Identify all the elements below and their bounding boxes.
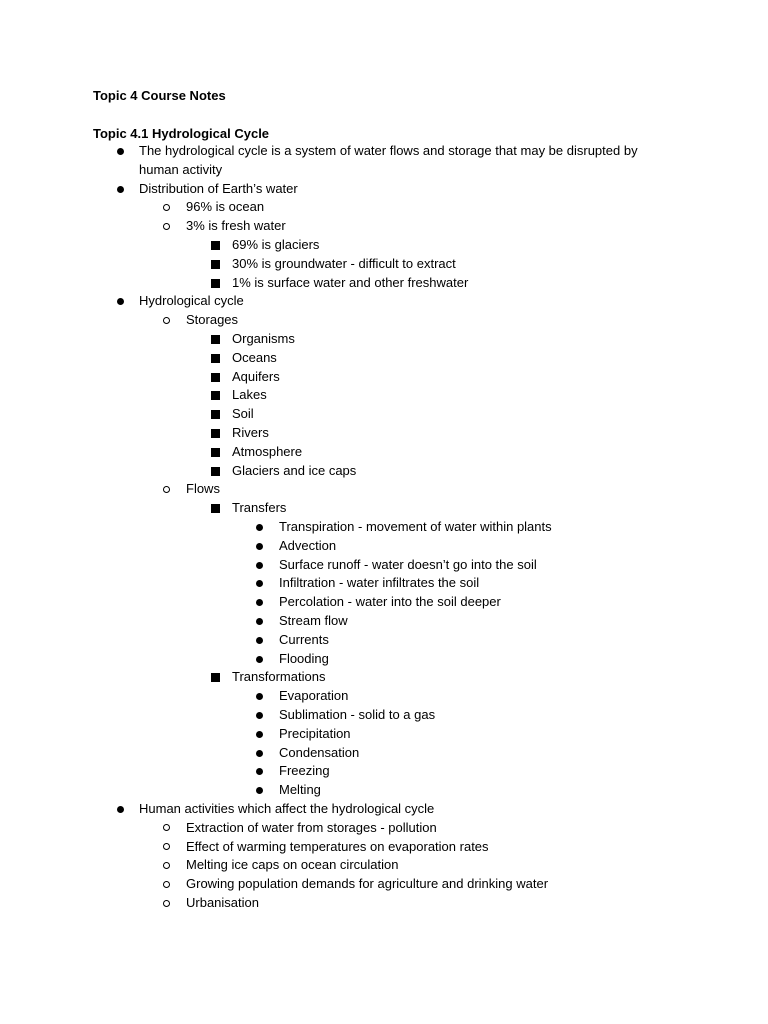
hollow-circle-bullet-icon xyxy=(163,843,170,850)
filled-circle-bullet-icon xyxy=(256,768,263,775)
filled-circle-bullet-icon xyxy=(256,693,263,700)
note-item-level-4: Infiltration - water infiltrates the soil xyxy=(279,575,480,591)
note-item-level-3: 30% is groundwater - difficult to extract xyxy=(232,255,456,271)
note-item-level-2: Urbanisation xyxy=(186,895,259,910)
hollow-circle-bullet-icon xyxy=(163,881,170,888)
hollow-circle-bullet-icon xyxy=(163,862,170,869)
note-item-level-4: Advection xyxy=(279,537,337,553)
filled-circle-bullet-icon xyxy=(117,298,124,305)
note-item-level-3: 69% is glaciers xyxy=(232,237,320,252)
square-bullet-icon xyxy=(211,467,220,476)
note-item-level-2: Growing population demands for agriculture and drinking water xyxy=(186,876,549,892)
hollow-circle-bullet-icon xyxy=(163,486,170,493)
hollow-circle-bullet-icon xyxy=(163,900,170,907)
hollow-circle-bullet-icon xyxy=(163,223,170,230)
filled-circle-bullet-icon xyxy=(256,787,263,794)
note-item-level-4: Transpiration - movement of water within plants xyxy=(279,519,552,534)
filled-circle-bullet-icon xyxy=(256,712,263,719)
note-item-level-3: Aquifers xyxy=(232,368,280,384)
filled-circle-bullet-icon xyxy=(256,656,263,663)
filled-circle-bullet-icon xyxy=(256,562,263,569)
square-bullet-icon xyxy=(211,391,220,400)
square-bullet-icon xyxy=(211,504,220,513)
note-item-level-1: Human activities which affect the hydrological cycle xyxy=(139,801,435,816)
note-item-level-4: Evaporation xyxy=(279,688,349,704)
note-item-level-2: Extraction of water from storages - pollution xyxy=(186,819,437,835)
filled-circle-bullet-icon xyxy=(256,599,263,606)
note-item-level-4: Currents xyxy=(279,631,329,647)
note-item-level-4: Condensation xyxy=(279,744,360,760)
square-bullet-icon xyxy=(211,410,220,419)
note-item-level-3: Transfers xyxy=(232,500,287,516)
filled-circle-bullet-icon xyxy=(256,543,263,550)
note-item-level-2: 96% is ocean xyxy=(186,199,265,215)
note-item-level-3: Rivers xyxy=(232,425,269,440)
note-item-level-3: Glaciers and ice caps xyxy=(232,462,357,478)
filled-circle-bullet-icon xyxy=(256,637,263,644)
note-item-level-3: Atmosphere xyxy=(232,443,303,459)
note-item-level-2: Melting ice caps on ocean circulation xyxy=(186,857,399,873)
filled-circle-bullet-icon xyxy=(117,806,124,813)
document-title: Topic 4 Course Notes xyxy=(93,88,226,103)
note-item-level-4: Precipitation xyxy=(279,725,351,741)
note-item-level-2: Effect of warming temperatures on evaporation rates xyxy=(186,838,489,854)
note-item-level-4: Freezing xyxy=(279,763,330,779)
filled-circle-bullet-icon xyxy=(256,750,263,757)
square-bullet-icon xyxy=(211,335,220,344)
note-item-level-2: Storages xyxy=(186,312,239,328)
note-item-level-4: Surface runoff - water doesn’t go into the soil xyxy=(279,556,537,572)
hollow-circle-bullet-icon xyxy=(163,204,170,211)
note-item-level-3: Oceans xyxy=(232,349,277,365)
note-item-level-2: 3% is fresh water xyxy=(186,218,286,234)
note-item-level-3: Soil xyxy=(232,406,254,422)
square-bullet-icon xyxy=(211,260,220,269)
square-bullet-icon xyxy=(211,429,220,438)
square-bullet-icon xyxy=(211,673,220,682)
square-bullet-icon xyxy=(211,279,220,288)
square-bullet-icon xyxy=(211,241,220,250)
note-item-level-4: Sublimation - solid to a gas xyxy=(279,707,436,722)
filled-circle-bullet-icon xyxy=(256,580,263,587)
note-item-level-1: Distribution of Earth’s water xyxy=(139,180,298,196)
note-item-level-3: Transformations xyxy=(232,669,326,685)
hollow-circle-bullet-icon xyxy=(163,317,170,324)
square-bullet-icon xyxy=(211,373,220,382)
note-item-level-4: Melting xyxy=(279,782,321,798)
note-item-level-1: Hydrological cycle xyxy=(139,293,244,309)
square-bullet-icon xyxy=(211,448,220,457)
note-item-level-1: The hydrological cycle is a system of water flows and storage that may be disrupted by human activity xyxy=(139,143,638,177)
filled-circle-bullet-icon xyxy=(256,731,263,738)
filled-circle-bullet-icon xyxy=(256,618,263,625)
note-item-level-3: Lakes xyxy=(232,387,267,403)
note-item-level-3: Organisms xyxy=(232,331,295,346)
square-bullet-icon xyxy=(211,354,220,363)
section-heading: Topic 4.1 Hydrological Cycle xyxy=(93,126,270,141)
hollow-circle-bullet-icon xyxy=(163,824,170,831)
filled-circle-bullet-icon xyxy=(117,148,124,155)
note-item-level-4: Flooding xyxy=(279,650,329,666)
note-item-level-2: Flows xyxy=(186,481,220,497)
filled-circle-bullet-icon xyxy=(256,524,263,531)
note-item-level-3: 1% is surface water and other freshwater xyxy=(232,274,469,290)
note-item-level-4: Stream flow xyxy=(279,613,348,628)
filled-circle-bullet-icon xyxy=(117,186,124,193)
note-item-level-4: Percolation - water into the soil deeper xyxy=(279,594,501,610)
